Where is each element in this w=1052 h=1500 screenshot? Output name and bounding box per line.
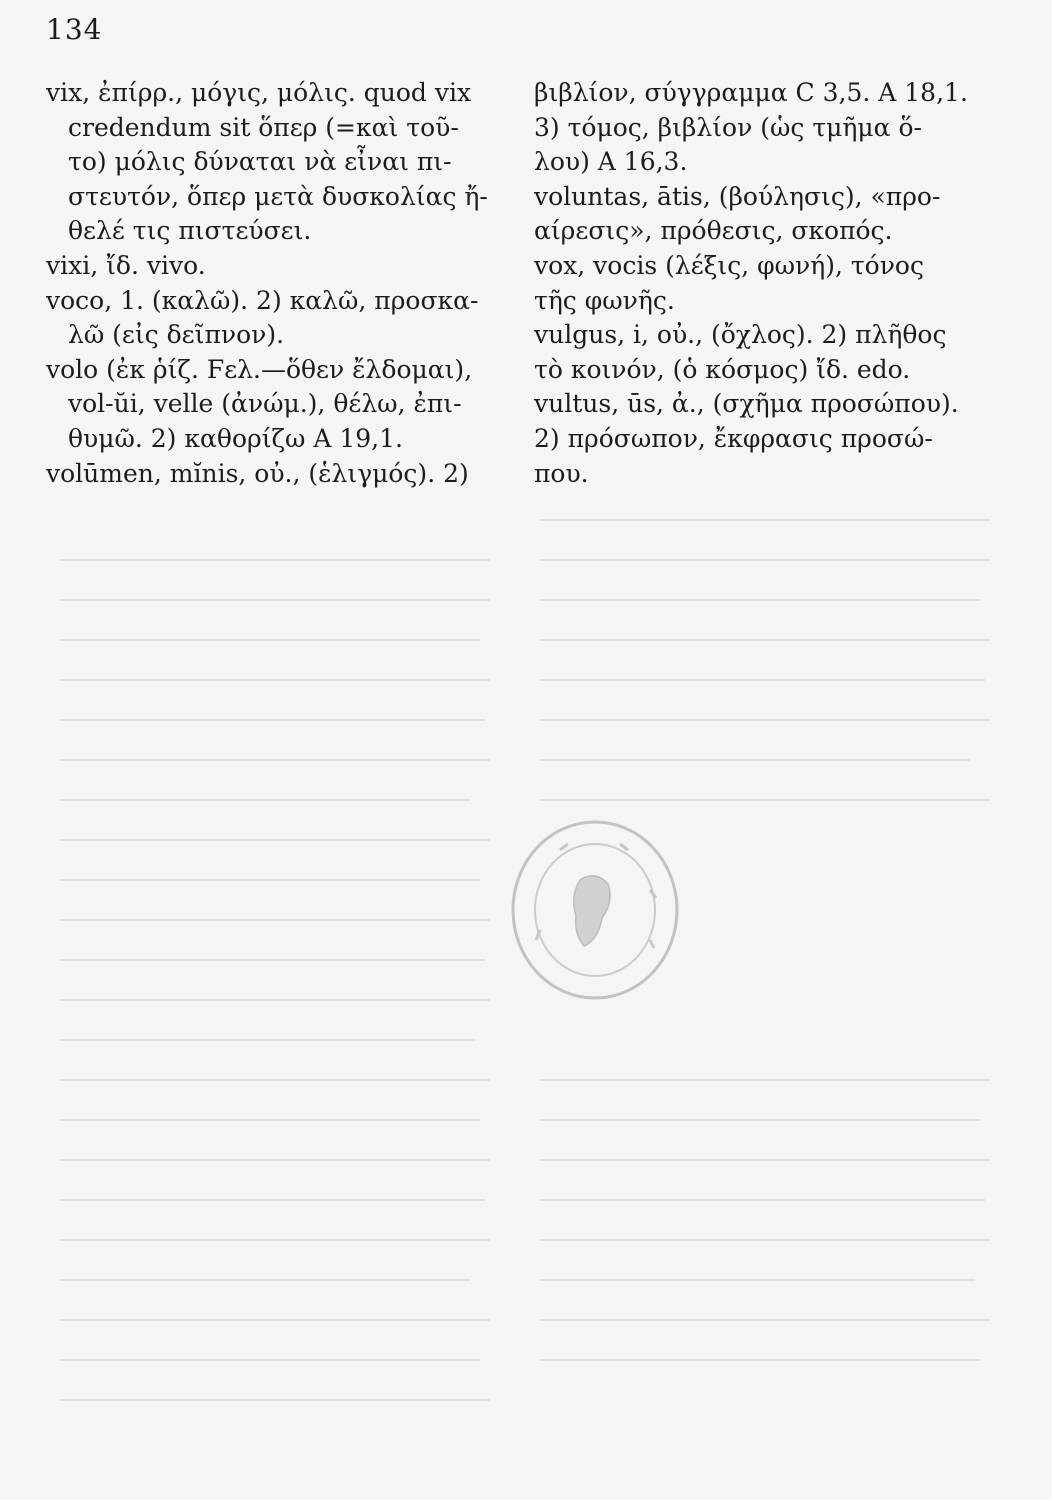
text-line: vulgus, i, οὐ., (ὄχλος). 2) πλῆθος — [534, 320, 947, 350]
text-line: vultus, ūs, ἀ., (σχῆμα προσώπου). — [534, 389, 959, 419]
text-line: vol-ŭi, velle (ἀνώμ.), θέλω, ἐπι- — [68, 389, 462, 419]
text-line: 3) τόμος, βιβλίον (ὡς τμῆμα ὅ- — [534, 112, 922, 142]
text-line: τὸ κοινόν, (ὁ κόσμος) ἴδ. edo. — [534, 354, 911, 384]
text-line: λου) A 16,3. — [534, 147, 688, 177]
text-line: 2) πρόσωπον, ἔκφρασις προσώ- — [534, 423, 933, 453]
text-line: βιβλίον, σύγγραμμα C 3,5. A 18,1. — [534, 78, 968, 107]
text-line: θυμῶ. 2) καθορίζω A 19,1. — [68, 423, 403, 453]
text-line: vox, vocis (λέξις, φωνή), τόνος — [534, 250, 924, 280]
text-line: volo (ἐκ ῥίζ. Ϝελ.—ὅθεν ἔλδομαι), — [46, 354, 473, 384]
text-line: voluntas, ātis, (βούλησις), «προ- — [534, 181, 941, 211]
text-line: credendum sit ὅπερ (=καὶ τοῦ- — [68, 112, 459, 142]
text-line: αίρεσις», πρόθεσις, σκοπός. — [534, 216, 893, 246]
left-column — [46, 76, 506, 491]
text-line: voco, 1. (καλῶ). 2) καλῶ, προσκα- — [46, 285, 479, 315]
library-stamp-icon — [500, 810, 690, 1010]
page-number: 134 — [46, 13, 103, 46]
text-line: vixi, ἴδ. vivo. — [46, 250, 206, 280]
text-line: που. — [534, 458, 589, 488]
text-line: vix, ἐπίρρ., μόγις, μόλις. quod vix — [46, 78, 472, 107]
text-line: volūmen, mĭnis, οὐ., (ἑλιγμός). 2) — [46, 458, 469, 488]
text-line: λῶ (εἰς δεῖπνον). — [68, 320, 285, 350]
text-line: στευτόν, ὅπερ μετὰ δυσκολίας ἤ- — [68, 181, 488, 211]
right-column — [534, 76, 1000, 491]
text-line: θελέ τις πιστεύσει. — [68, 216, 312, 246]
text-line: τῆς φωνῆς. — [534, 285, 675, 315]
text-line: το) μόλις δύναται νὰ εἶναι πι- — [68, 147, 452, 177]
